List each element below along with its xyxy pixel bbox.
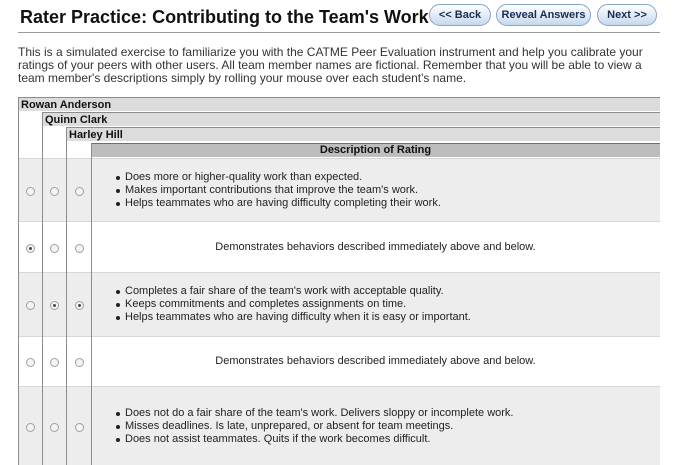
page-header [0,0,674,32]
next-button[interactable]: Next >> [597,4,657,26]
member-name-quinn-clark[interactable]: Quinn Clark [42,112,660,126]
header-divider [18,32,660,33]
rating-description-item: Does not assist teammates. Quits if the work becomes difficult. [113,433,514,446]
column-divider [42,112,43,465]
rating-row [18,158,660,222]
rating-description-item: Completes a fair share of the team's work with acceptable quality. [113,285,471,298]
rating-description-item: Helps teammates who are having difficulty when it is easy or important. [113,311,471,324]
column-divider [91,143,92,465]
rating-radio-quinn-clark[interactable] [50,358,59,367]
rating-radio-rowan-anderson[interactable] [26,187,35,196]
rating-description-item: Does not do a fair share of the team's work. Delivers sloppy or incomplete work. [113,407,514,420]
rating-radio-harley-hill[interactable] [75,187,84,196]
rating-radio-rowan-anderson[interactable] [26,301,35,310]
rating-radio-quinn-clark[interactable] [50,187,59,196]
description-of-rating-header: Description of Rating [91,143,660,157]
rating-description-item: Keeps commitments and completes assignments on time. [113,298,471,311]
column-divider [18,97,19,465]
rating-radio-rowan-anderson[interactable] [26,423,35,432]
rating-radio-rowan-anderson[interactable] [26,244,35,253]
intro-text: This is a simulated exercise to familiarize you with the CATME Peer Evaluation instrument and help you calibrate your ratings of your peers with other users. All team member names are fictional. Remember that you will be able to view a team member's descriptions simply by rolling your mouse over each student's name. [18,45,643,85]
rating-radio-harley-hill[interactable] [75,244,84,253]
rating-radio-quinn-clark[interactable] [50,301,59,310]
rating-grid [18,97,660,465]
rating-radio-rowan-anderson[interactable] [26,358,35,367]
rating-radio-harley-hill[interactable] [75,423,84,432]
member-name-harley-hill[interactable]: Harley Hill [66,127,660,141]
rating-row [18,221,660,273]
rating-description-item: Helps teammates who are having difficulty completing their work. [113,197,441,210]
rating-radio-quinn-clark[interactable] [50,423,59,432]
rating-row [18,386,660,465]
member-name-rowan-anderson[interactable]: Rowan Anderson [18,97,660,111]
rating-radio-harley-hill[interactable] [75,301,84,310]
rating-description-item: Does more or higher-quality work than expected. [113,171,441,184]
rating-description-list [113,285,471,324]
back-button[interactable]: << Back [429,4,491,26]
rating-radio-quinn-clark[interactable] [50,244,59,253]
rating-intermediate-text: Demonstrates behaviors described immediately above and below. [215,241,536,253]
rating-row [18,272,660,337]
rating-description-item: Misses deadlines. Is late, unprepared, or absent for team meetings. [113,420,514,433]
rating-row [18,336,660,387]
page-title: Rater Practice: Contributing to the Team's Work [20,7,429,27]
column-divider [66,127,67,465]
rating-description-list [113,171,441,210]
reveal-answers-button[interactable]: Reveal Answers [496,4,591,26]
rating-intermediate-text: Demonstrates behaviors described immediately above and below. [215,355,536,367]
rating-description-item: Makes important contributions that improve the team's work. [113,184,441,197]
rating-radio-harley-hill[interactable] [75,358,84,367]
rating-description-list [113,407,514,446]
